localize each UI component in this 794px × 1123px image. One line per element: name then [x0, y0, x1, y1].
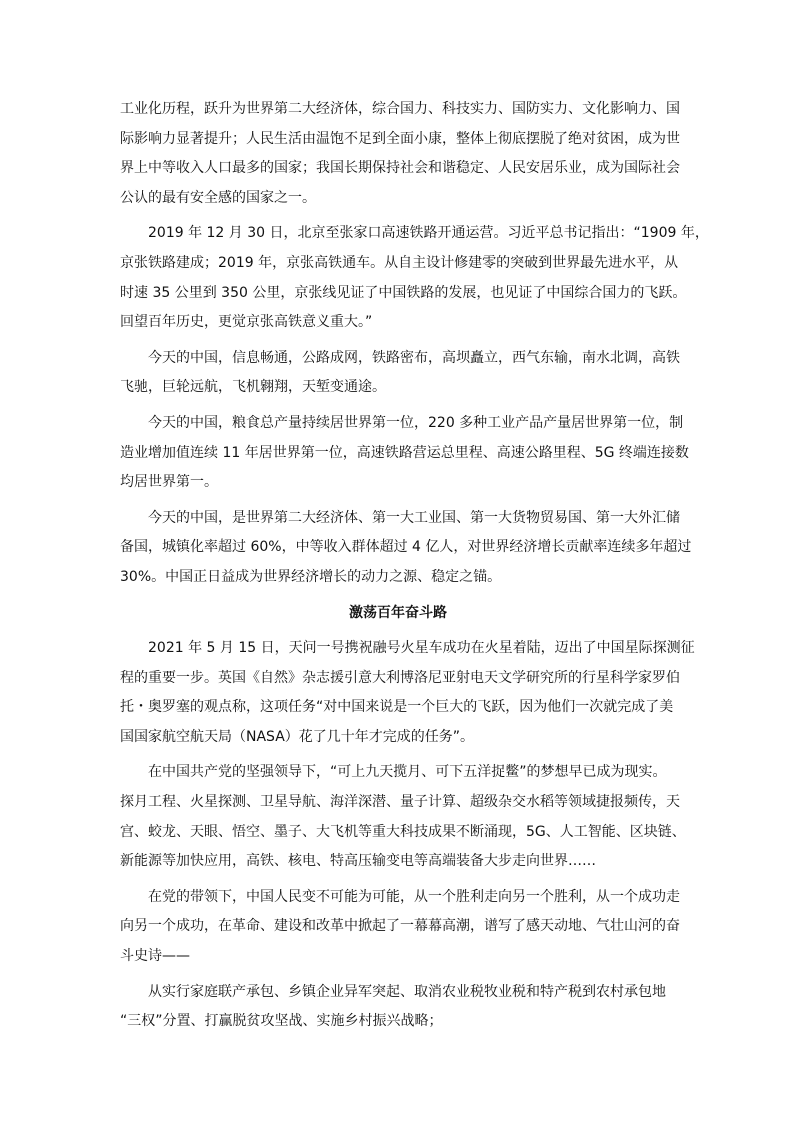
paragraph-line: 时速 35 公里到 350 公里，京张线见证了中国铁路的发展，也见证了中国综合国力的飞跃。 [120, 284, 687, 301]
paragraph-line: 向另一个成功，在革命、建设和改革中掀起了一幕幕高潮，谱写了感天动地、气壮山河的奋 [120, 918, 680, 935]
paragraph-line: 斗史诗—— [120, 948, 190, 965]
paragraph-line: 宫、蛟龙、天眼、悟空、墨子、大飞机等重大科技成果不断涌现，5G、人工智能、区块链、 [120, 823, 686, 840]
paragraph-line: 新能源等加快应用，高铁、核电、特高压输变电等高端装备大步走向世界…… [120, 853, 596, 870]
document-page [120, 95, 709, 1043]
paragraph-line: 际影响力显著提升；人民生活由温饱不足到全面小康，整体上彻底摆脱了绝对贫困，成为世 [120, 130, 680, 147]
paragraph [120, 504, 692, 593]
paragraph [120, 634, 695, 752]
paragraph [120, 219, 709, 337]
paragraph-line: 造业增加值连续 11 年居世界第一位，高速铁路营运总里程、高速公路里程、5G 终端连接数 [120, 444, 689, 461]
paragraph-line: 界上中等收入人口最多的国家；我国长期保持社会和谐稳定、人民安居乐业，成为国际社会 [120, 160, 680, 177]
paragraph-line: 30%。中国正日益成为世界经济增长的动力之源、稳定之锚。 [120, 568, 502, 585]
paragraph-line: 国国家航空航天局（NASA）花了几十年才完成的任务”。 [120, 728, 475, 745]
paragraph-line: 2019 年 12 月 30 日，北京至张家口高速铁路开通运营。习近平总书记指出：“1909 年， [148, 225, 709, 242]
paragraph [120, 344, 680, 403]
paragraph-line: 公认的最有安全感的国家之一。 [120, 189, 316, 206]
paragraph-line: 今天的中国，信息畅通，公路成网，铁路密布，高坝矗立，西气东输，南水北调，高铁 [148, 349, 680, 366]
paragraph-line: 京张铁路建成；2019 年，京张高铁通车。从自主设计修建零的突破到世界最先进水平，从 [120, 254, 679, 271]
paragraph [120, 95, 680, 213]
paragraph [120, 409, 689, 498]
paragraph-line: 程的重要一步。英国《自然》杂志援引意大利博洛尼亚射电天文学研究所的行星科学家罗伯 [120, 669, 680, 686]
paragraph-line: 飞驰，巨轮远航，飞机翱翔，天堑变通途。 [120, 379, 386, 396]
paragraph-line: 回望百年历史，更觉京张高铁意义重大。” [120, 314, 373, 331]
section-heading: 激荡百年奋斗路 [349, 604, 447, 621]
paragraph-line: 在中国共产党的坚强领导下，“可上九天揽月、可下五洋捉鳖”的梦想早已成为现实。 [148, 764, 667, 781]
paragraph-line: 备国，城镇化率超过 60%，中等收入群体超过 4 亿人，对世界经济增长贡献率连续多年超过 [120, 539, 692, 556]
paragraph [120, 978, 676, 1037]
paragraph-line: 2021 年 5 月 15 日，天问一号携祝融号火星车成功在火星着陆，迈出了中国星际探测征 [148, 640, 695, 657]
paragraph-line: 托・奥罗塞的观点称，这项任务“对中国来说是一个巨大的飞跃，因为他们一次就完成了美 [120, 699, 674, 716]
paragraph-line: 探月工程、火星探测、卫星导航、海洋深潜、量子计算、超级杂交水稻等领域捷报频传，天 [120, 794, 680, 811]
paragraph-line: 从实行家庭联产承包、乡镇企业异军突起、取消农业税牧业税和特产税到农村承包地 [148, 983, 666, 1000]
paragraph-line: 在党的带领下，中国人民变不可能为可能，从一个胜利走向另一个胜利，从一个成功走 [148, 888, 680, 905]
paragraph [120, 758, 686, 876]
paragraph [120, 883, 680, 972]
paragraph-line: 今天的中国，粮食总产量持续居世界第一位，220 多种工业产品产量居世界第一位，制 [148, 414, 684, 431]
paragraph-line: 均居世界第一。 [120, 474, 218, 491]
paragraph-line: 今天的中国，是世界第二大经济体、第一大工业国、第一大货物贸易国、第一大外汇储 [148, 509, 680, 526]
paragraph-line: “三权”分置、打赢脱贫攻坚战、实施乡村振兴战略； [120, 1013, 443, 1030]
paragraph-line: 工业化历程，跃升为世界第二大经济体，综合国力、科技实力、国防实力、文化影响力、国 [120, 101, 680, 117]
